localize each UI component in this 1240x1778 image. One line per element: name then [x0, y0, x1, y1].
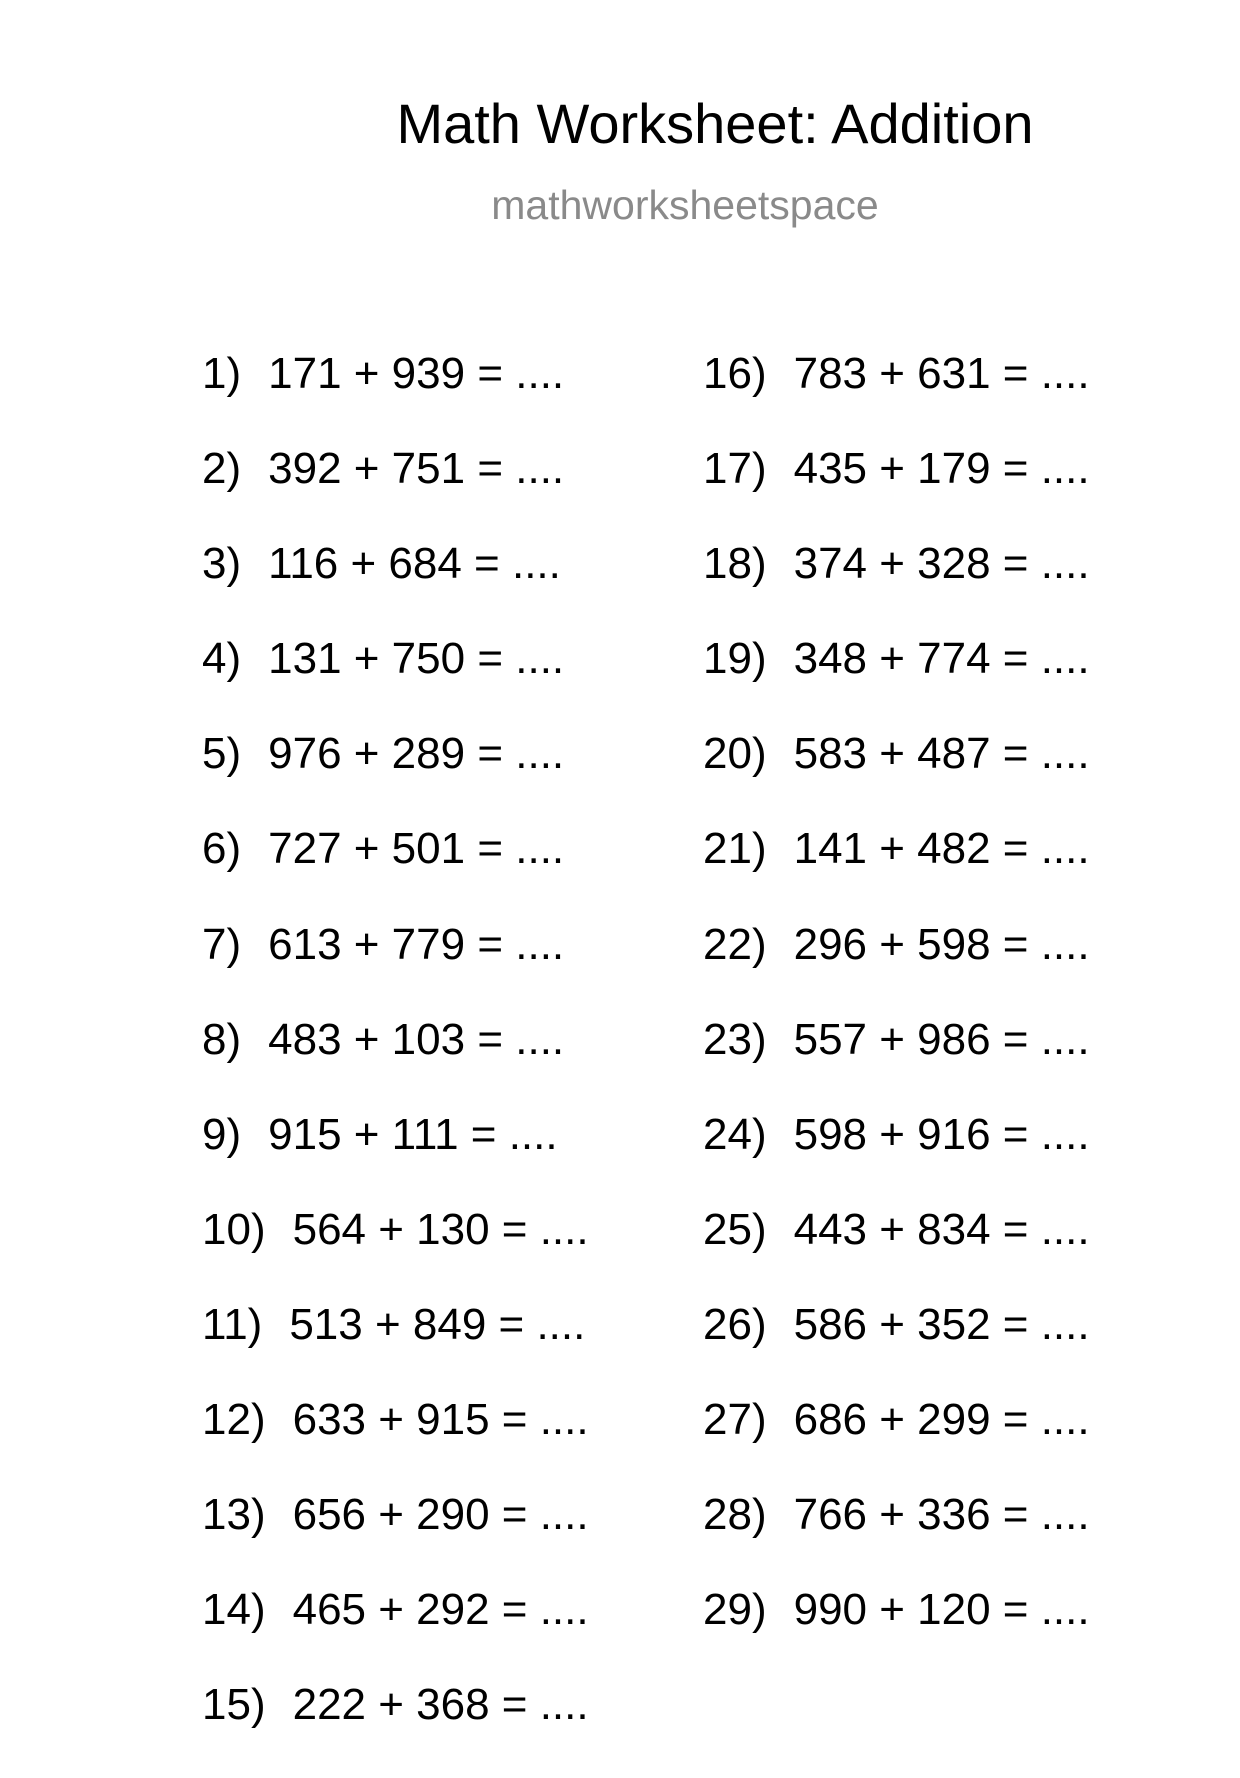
- problem-28: [703, 1490, 1090, 1588]
- problem-expression: 131 + 750 = ....: [268, 634, 565, 684]
- problem-number: 24): [703, 1109, 767, 1159]
- worksheet-subtitle: mathworksheetspace: [491, 182, 879, 228]
- problem-number: 2): [202, 444, 242, 494]
- problem-12: [202, 1395, 589, 1493]
- problem-expression: 656 + 290 = ....: [292, 1490, 589, 1540]
- problem-26: [703, 1299, 1090, 1398]
- problem-number: 13): [202, 1490, 266, 1540]
- problem-8: [202, 1014, 589, 1113]
- problem-number: 3): [202, 539, 242, 589]
- problem-17: [703, 444, 1090, 542]
- problem-number: 14): [202, 1585, 266, 1635]
- problem-expression: 633 + 915 = ....: [292, 1395, 589, 1445]
- problem-number: 8): [202, 1014, 242, 1064]
- problem-expression: 116 + 684 = ....: [268, 539, 561, 589]
- problem-19: [703, 634, 1090, 732]
- problem-number: 6): [202, 824, 242, 874]
- problem-column-right: [703, 349, 1090, 1683]
- problem-expression: 435 + 179 = ....: [793, 444, 1090, 494]
- problem-number: 20): [703, 729, 767, 779]
- problem-2: [202, 444, 589, 542]
- problem-25: [703, 1204, 1090, 1303]
- problem-21: [703, 824, 1090, 922]
- problem-expression: 483 + 103 = ....: [268, 1014, 565, 1064]
- problem-expression: 296 + 598 = ....: [793, 919, 1090, 969]
- problem-4: [202, 634, 589, 732]
- problem-expression: 598 + 916 = ....: [793, 1109, 1090, 1159]
- problem-expression: 557 + 986 = ....: [793, 1014, 1090, 1064]
- problem-5: [202, 729, 589, 827]
- problem-expression: 976 + 289 = ....: [268, 729, 565, 779]
- problem-number: 1): [202, 349, 242, 398]
- problem-number: 9): [202, 1109, 242, 1159]
- problem-number: 21): [703, 824, 767, 874]
- problem-24: [703, 1109, 1090, 1208]
- problem-expression: 564 + 130 = ....: [292, 1204, 589, 1254]
- problem-expression: 727 + 501 = ....: [268, 824, 565, 874]
- problem-number: 17): [703, 444, 767, 494]
- problem-expression: 915 + 111 = ....: [268, 1109, 558, 1159]
- problem-expression: 141 + 482 = ....: [793, 824, 1090, 874]
- problem-number: 15): [202, 1680, 266, 1730]
- problem-number: 18): [703, 539, 767, 589]
- problem-expression: 443 + 834 = ....: [793, 1204, 1090, 1254]
- problem-20: [703, 729, 1090, 827]
- problem-expression: 465 + 292 = ....: [292, 1585, 589, 1635]
- problem-number: 16): [703, 349, 767, 398]
- problem-number: 19): [703, 634, 767, 684]
- problem-number: 29): [703, 1585, 767, 1635]
- problem-14: [202, 1585, 589, 1683]
- problem-number: 27): [703, 1395, 767, 1445]
- problem-expression: 171 + 939 = ....: [268, 349, 565, 398]
- problem-expression: 766 + 336 = ....: [793, 1490, 1090, 1540]
- problem-number: 11): [202, 1299, 263, 1349]
- problem-expression: 348 + 774 = ....: [793, 634, 1090, 684]
- problem-number: 26): [703, 1299, 767, 1349]
- problem-18: [703, 539, 1090, 637]
- problem-expression: 374 + 328 = ....: [793, 539, 1090, 589]
- problem-number: 5): [202, 729, 242, 779]
- problem-expression: 222 + 368 = ....: [292, 1680, 589, 1730]
- worksheet-title: Math Worksheet: Addition: [396, 92, 1034, 155]
- problem-expression: 583 + 487 = ....: [793, 729, 1090, 779]
- problem-number: 10): [202, 1204, 266, 1254]
- problem-expression: 990 + 120 = ....: [793, 1585, 1090, 1635]
- problem-16: [703, 349, 1090, 447]
- problem-10: [202, 1204, 589, 1303]
- problem-expression: 392 + 751 = ....: [268, 444, 565, 494]
- problem-number: 12): [202, 1395, 266, 1445]
- problem-expression: 586 + 352 = ....: [793, 1299, 1090, 1349]
- problem-11: [202, 1299, 589, 1398]
- problem-22: [703, 919, 1090, 1018]
- problem-27: [703, 1395, 1090, 1493]
- problem-13: [202, 1490, 589, 1588]
- problem-3: [202, 539, 589, 637]
- problem-29: [703, 1585, 1090, 1683]
- problem-number: 25): [703, 1204, 767, 1254]
- problem-expression: 513 + 849 = ....: [289, 1299, 586, 1349]
- problem-9: [202, 1109, 589, 1208]
- problem-15: [202, 1680, 589, 1778]
- problem-number: 4): [202, 634, 242, 684]
- problem-expression: 686 + 299 = ....: [793, 1395, 1090, 1445]
- problem-6: [202, 824, 589, 922]
- problem-number: 22): [703, 919, 767, 969]
- problem-expression: 613 + 779 = ....: [268, 919, 565, 969]
- problem-column-left: [202, 349, 589, 1778]
- problem-number: 23): [703, 1014, 767, 1064]
- problem-number: 28): [703, 1490, 767, 1540]
- problem-expression: 783 + 631 = ....: [793, 349, 1090, 398]
- problem-23: [703, 1014, 1090, 1113]
- problem-number: 7): [202, 919, 242, 969]
- problem-1: [202, 349, 589, 447]
- problem-7: [202, 919, 589, 1018]
